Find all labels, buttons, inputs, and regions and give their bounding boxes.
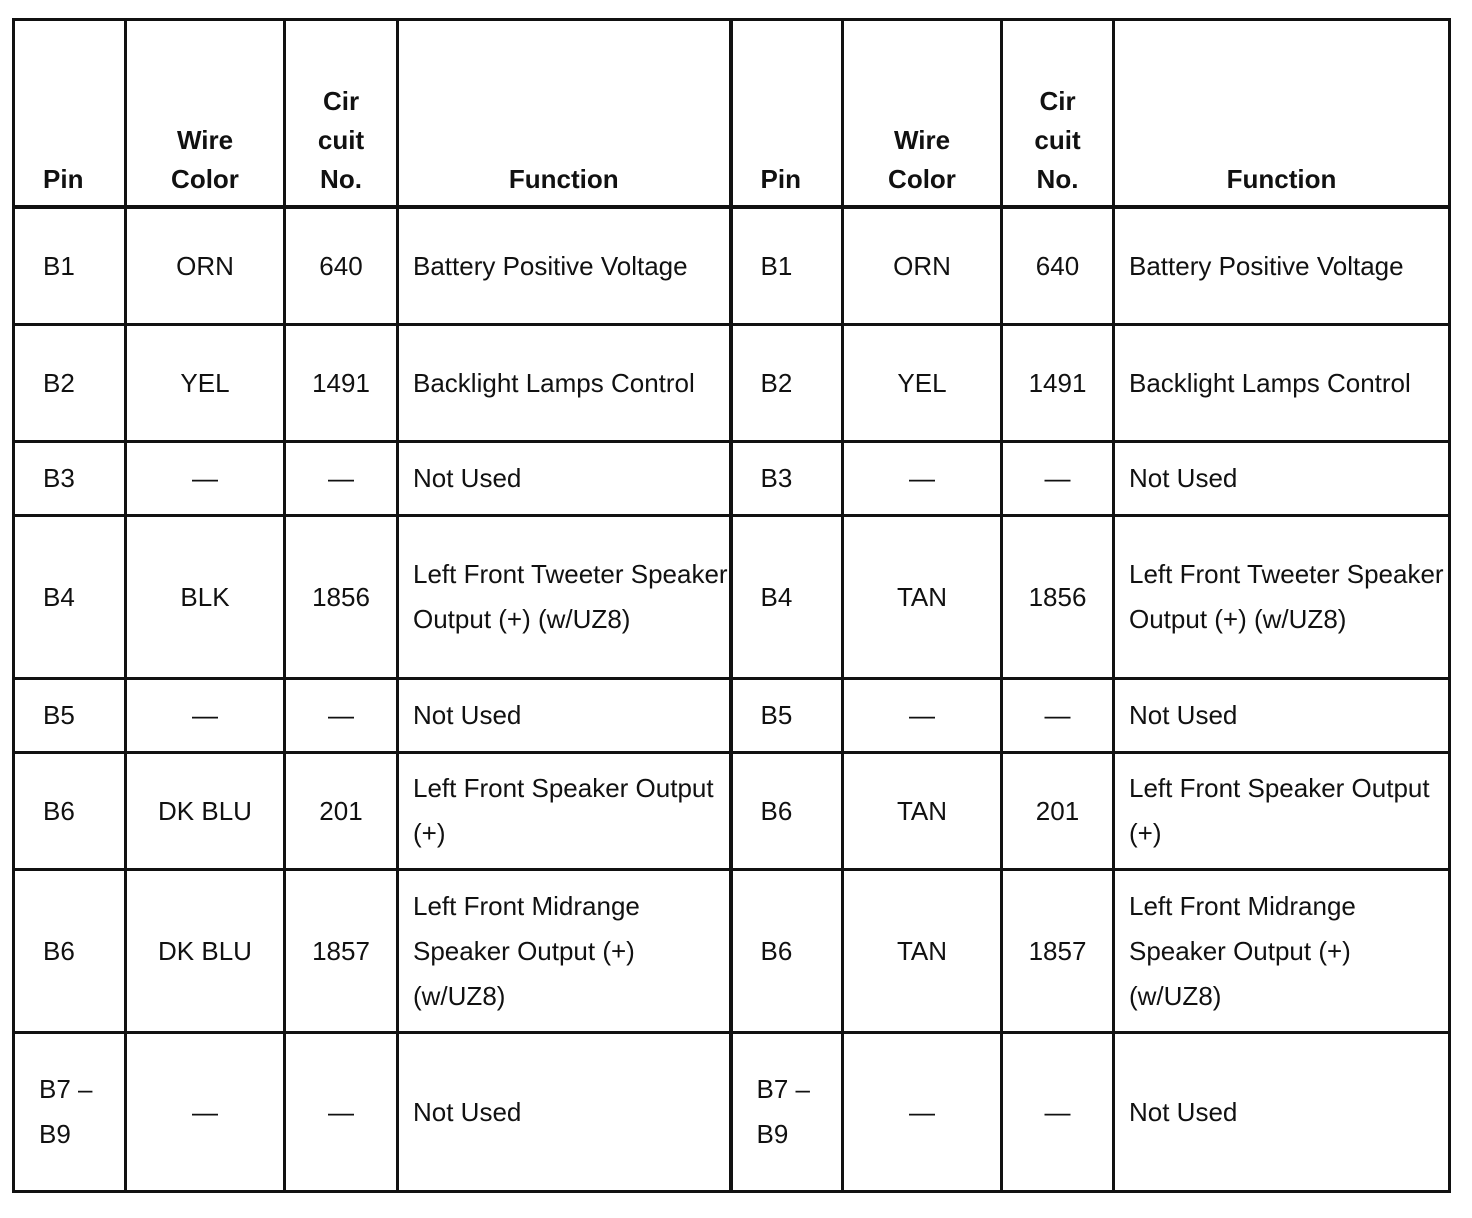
pin-cell: B4 <box>14 516 126 679</box>
circuit-cell: 1856 <box>1002 516 1114 679</box>
circuit-cell: 201 <box>1002 753 1114 870</box>
pin-cell: B5 <box>14 679 126 753</box>
table-header <box>14 20 1450 208</box>
circuit-cell: 1491 <box>1002 325 1114 442</box>
function-cell: Battery Positive Voltage <box>1114 207 1450 325</box>
wire-color-cell: — <box>126 1033 285 1192</box>
function-cell: Left Front Speaker Output (+) <box>1114 753 1450 870</box>
pin-cell: B6 <box>731 753 843 870</box>
circuit-cell: 1856 <box>285 516 398 679</box>
circuit-cell: — <box>1002 1033 1114 1192</box>
pin-cell: B3 <box>731 442 843 516</box>
connector-pinout-table <box>12 18 1451 1193</box>
function-cell: Not Used <box>1114 679 1450 753</box>
pin-cell: B2 <box>731 325 843 442</box>
function-cell: Left Front Midrange Speaker Output (+) (w/UZ8) <box>398 870 731 1033</box>
table-row <box>14 870 1450 1033</box>
pin-cell: B3 <box>14 442 126 516</box>
pin-cell: B5 <box>731 679 843 753</box>
wire-color-cell: TAN <box>843 753 1002 870</box>
wire-color-cell: ORN <box>126 207 285 325</box>
function-cell: Backlight Lamps Control <box>1114 325 1450 442</box>
wire-color-cell: — <box>126 442 285 516</box>
circuit-cell: 640 <box>1002 207 1114 325</box>
table-row <box>14 679 1450 753</box>
wire-color-cell: — <box>843 442 1002 516</box>
table-row <box>14 207 1450 325</box>
function-cell: Not Used <box>398 1033 731 1192</box>
table-row <box>14 442 1450 516</box>
pin-cell: B7 –B9 <box>731 1033 843 1192</box>
circuit-cell: 201 <box>285 753 398 870</box>
wire-color-cell: — <box>843 679 1002 753</box>
circuit-cell: — <box>285 679 398 753</box>
function-cell: Not Used <box>398 442 731 516</box>
table-row <box>14 753 1450 870</box>
wire-color-cell: YEL <box>843 325 1002 442</box>
function-cell: Not Used <box>398 679 731 753</box>
header-function: Function <box>398 20 731 208</box>
table-row <box>14 1033 1450 1192</box>
wire-color-cell: ORN <box>843 207 1002 325</box>
function-cell: Left Front Tweeter Speaker Output (+) (w/UZ8) <box>398 516 731 679</box>
wire-color-cell: DK BLU <box>126 753 285 870</box>
table-row <box>14 516 1450 679</box>
pin-cell: B1 <box>14 207 126 325</box>
pin-cell: B6 <box>14 753 126 870</box>
header-wire-color: Wire Color <box>126 20 285 208</box>
pin-cell: B6 <box>731 870 843 1033</box>
function-cell: Left Front Tweeter Speaker Output (+) (w/UZ8) <box>1114 516 1450 679</box>
pin-cell: B7 –B9 <box>14 1033 126 1192</box>
header-pin: Pin <box>14 20 126 208</box>
function-cell: Battery Positive Voltage <box>398 207 731 325</box>
pin-cell: B6 <box>14 870 126 1033</box>
header-pin-2: Pin <box>731 20 843 208</box>
circuit-cell: 1491 <box>285 325 398 442</box>
pin-cell: B1 <box>731 207 843 325</box>
function-cell: Left Front Midrange Speaker Output (+) (w/UZ8) <box>1114 870 1450 1033</box>
header-circuit-no-2: Cir cuit No. <box>1002 20 1114 208</box>
table-row <box>14 325 1450 442</box>
circuit-cell: — <box>1002 442 1114 516</box>
wire-color-cell: TAN <box>843 870 1002 1033</box>
pin-cell: B4 <box>731 516 843 679</box>
function-cell: Not Used <box>1114 442 1450 516</box>
table-body <box>14 207 1450 1192</box>
wire-color-cell: YEL <box>126 325 285 442</box>
wire-color-cell: — <box>126 679 285 753</box>
header-function-2: Function <box>1114 20 1450 208</box>
wire-color-cell: TAN <box>843 516 1002 679</box>
header-circuit-no: Cir cuit No. <box>285 20 398 208</box>
circuit-cell: 1857 <box>1002 870 1114 1033</box>
circuit-cell: — <box>1002 679 1114 753</box>
pin-cell: B2 <box>14 325 126 442</box>
wire-color-cell: — <box>843 1033 1002 1192</box>
circuit-cell: 640 <box>285 207 398 325</box>
circuit-cell: — <box>285 442 398 516</box>
function-cell: Left Front Speaker Output (+) <box>398 753 731 870</box>
circuit-cell: — <box>285 1033 398 1192</box>
function-cell: Backlight Lamps Control <box>398 325 731 442</box>
circuit-cell: 1857 <box>285 870 398 1033</box>
header-wire-color-2: Wire Color <box>843 20 1002 208</box>
wire-color-cell: BLK <box>126 516 285 679</box>
wire-color-cell: DK BLU <box>126 870 285 1033</box>
function-cell: Not Used <box>1114 1033 1450 1192</box>
